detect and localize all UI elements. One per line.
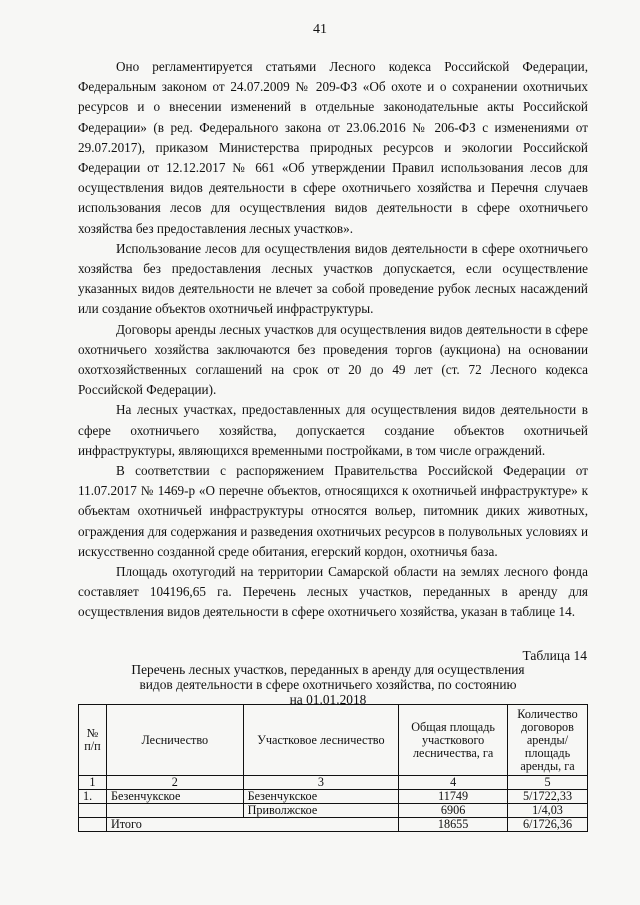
table-row	[79, 804, 588, 818]
paragraph: Договоры аренды лесных участков для осуществления видов деятельности в сфере охотничьего хозяйства заключаются без проведения торгов (аукциона) на основании охотхозяйственных соглашений на срок от 20 до 49 лет (ст. 72 Лесного кодекса Российской Федерации).	[78, 321, 588, 398]
table-cell: 1.	[79, 790, 107, 804]
table-title	[108, 662, 548, 707]
table-cell: Приволжское	[243, 804, 399, 818]
table-cell	[79, 818, 107, 832]
body-text	[78, 57, 588, 623]
table-row	[79, 790, 588, 804]
column-number: 1	[79, 776, 107, 790]
table-title-line: Перечень лесных участков, переданных в аренду для осуществления	[131, 662, 525, 677]
column-number: 5	[508, 776, 588, 790]
table-title-line: видов деятельности в сфере охотничьего хозяйства, по состоянию	[139, 677, 517, 692]
column-number-row	[79, 776, 588, 790]
total-area: 18655	[399, 818, 508, 832]
total-label: Итого	[106, 818, 398, 832]
table-total-row	[79, 818, 588, 832]
page-number: 41	[313, 22, 327, 37]
column-number: 2	[106, 776, 243, 790]
paragraph: Оно регламентируется статьями Лесного кодекса Российской Федерации, Федеральным законом от 24.07.2009 № 209-ФЗ «Об охоте и о сохранении охотничьих ресурсов и о внесении изменений в отдельные законодательные акты Российской Федерации» (в ред. Федерального закона от 23.06.2016 № 206-ФЗ с изменениями от 29.07.2017), приказом Министерства природных ресурсов и экологии Российской Федерации от 12.12.2017 № 661 «Об утверждении Правил использования лесов для осуществления видов деятельности в сфере охотничьего хозяйства и Перечня случаев использования лесов для осуществления видов деятельности в сфере охотничьего хозяйства без предоставления лесных участков».	[78, 59, 588, 236]
paragraph: В соответствии с распоряжением Правительства Российской Федерации от 11.07.2017 № 1469-р «О перечне объектов, относящихся к охотничьей инфраструктуре» к объектам охотничьей инфраструктуры относятся вольер, питомник диких животных, ограждения для содержания и разведения охотничьих ресурсов в полувольных условиях и искусственно созданной среде обитания, егерский кордон, охотничья база.	[78, 463, 588, 559]
total-leases: 6/1726,36	[508, 818, 588, 832]
forest-lease-table	[78, 704, 588, 832]
header-cell: Участковое лесничество	[243, 705, 399, 776]
table-cell: 11749	[399, 790, 508, 804]
column-number: 3	[243, 776, 399, 790]
table-cell: 1/4,03	[508, 804, 588, 818]
table-header-row	[79, 705, 588, 776]
table-cell: 5/1722,33	[508, 790, 588, 804]
header-cell: Общая площадь участкового лесничества, га	[399, 705, 508, 776]
header-cell: Лесничество	[106, 705, 243, 776]
table-cell: Безенчукское	[106, 790, 243, 804]
paragraph: На лесных участках, предоставленных для осуществления видов деятельности в сфере охотничьего хозяйства, допускается создание объектов охотничьей инфраструктуры, являющихся временными постройками, в том числе ограждений.	[78, 402, 588, 458]
paragraph: Использование лесов для осуществления видов деятельности в сфере охотничьего хозяйства без предоставления лесных участков допускается, если осуществление указанных видов деятельности не влечет за собой проведение рубок лесных насаждений или создание объектов охотничьей инфраструктуры.	[78, 240, 588, 317]
table-cell	[106, 804, 243, 818]
table-cell: Безенчукское	[243, 790, 399, 804]
header-cell: № п/п	[79, 705, 107, 776]
table-label: Таблица 14	[522, 648, 587, 663]
table-cell: 6906	[399, 804, 508, 818]
header-cell: Количество договоров аренды/ площадь аренды, га	[508, 705, 588, 776]
column-number: 4	[399, 776, 508, 790]
table-title-line: на 01.01.2018	[289, 692, 367, 707]
table-cell	[79, 804, 107, 818]
paragraph: Площадь охотугодий на территории Самарской области на землях лесного фонда составляет 104196,65 га. Перечень лесных участков, переданных в аренду для осуществления видов деятельности в сфере охотничьего хозяйства, указан в таблице 14.	[78, 564, 588, 620]
